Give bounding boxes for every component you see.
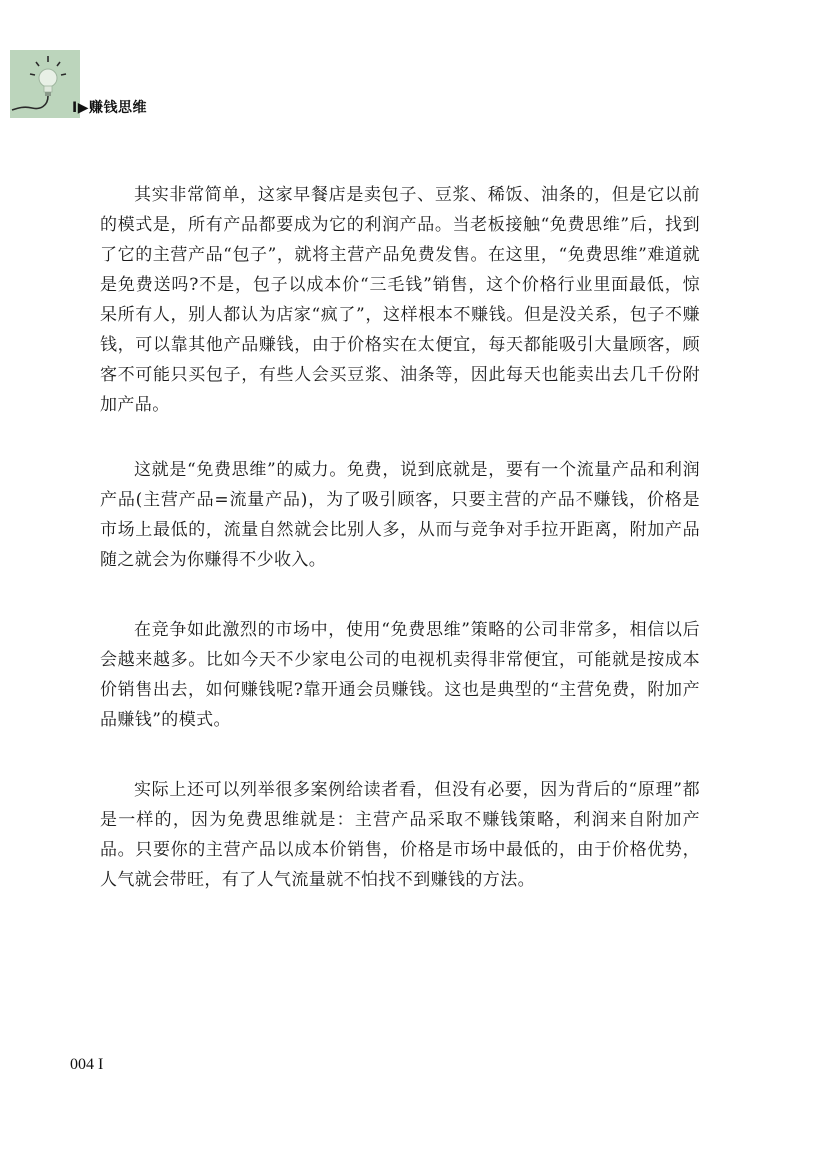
page-body — [100, 180, 700, 930]
paragraph-2: 这就是“免费思维”的威力。免费，说到底就是，要有一个流量产品和利润产品(主营产品=流量产品)，为了吸引顾客，只要主营的产品不赚钱，价格是市场上最低的，流量自然就会比别人多，从而与竞争对手拉开距离，附加产品随之就会为你赚得不少收入。 — [100, 460, 700, 570]
lightbulb-icon — [10, 50, 80, 118]
paragraph-3: 在竞争如此激烈的市场中，使用“免费思维”策略的公司非常多，相信以后会越来越多。比如今天不少家电公司的电视机卖得非常便宜，可能就是按成本价销售出去，如何赚钱呢?靠开通会员赚钱。这也是典型的“主营免费，附加产品赚钱”的模式。 — [100, 620, 700, 730]
chapter-badge — [10, 50, 80, 118]
paragraph-4: 实际上还可以列举很多案例给读者看，但没有必要，因为背后的“原理”都是一样的，因为免费思维就是：主营产品采取不赚钱策略，利润来自附加产品。只要你的主营产品以成本价销售，价格是市场中最低的，由于价格优势，人气就会带旺，有了人气流量就不怕找不到赚钱的方法。 — [100, 780, 700, 890]
chapter-title: I▶赚钱思维 — [72, 100, 147, 116]
paragraph-1: 其实非常简单，这家早餐店是卖包子、豆浆、稀饭、油条的，但是它以前的模式是，所有产品都要成为它的利润产品。当老板接触“免费思维”后，找到了它的主营产品“包子”，就将主营产品免费发售。在这里，“免费思维”难道就是免费送吗?不是，包子以成本价“三毛钱”销售，这个价格行业里面最低，惊呆所有人，别人都认为店家“疯了”，这样根本不赚钱。但是没关系，包子不赚钱，可以靠其他产品赚钱，由于价格实在太便宜，每天都能吸引大量顾客，顾客不可能只买包子，有些人会买豆浆、油条等，因此每天也能卖出去几千份附加产品。 — [100, 185, 700, 415]
page-number: 004 I — [70, 1056, 104, 1073]
